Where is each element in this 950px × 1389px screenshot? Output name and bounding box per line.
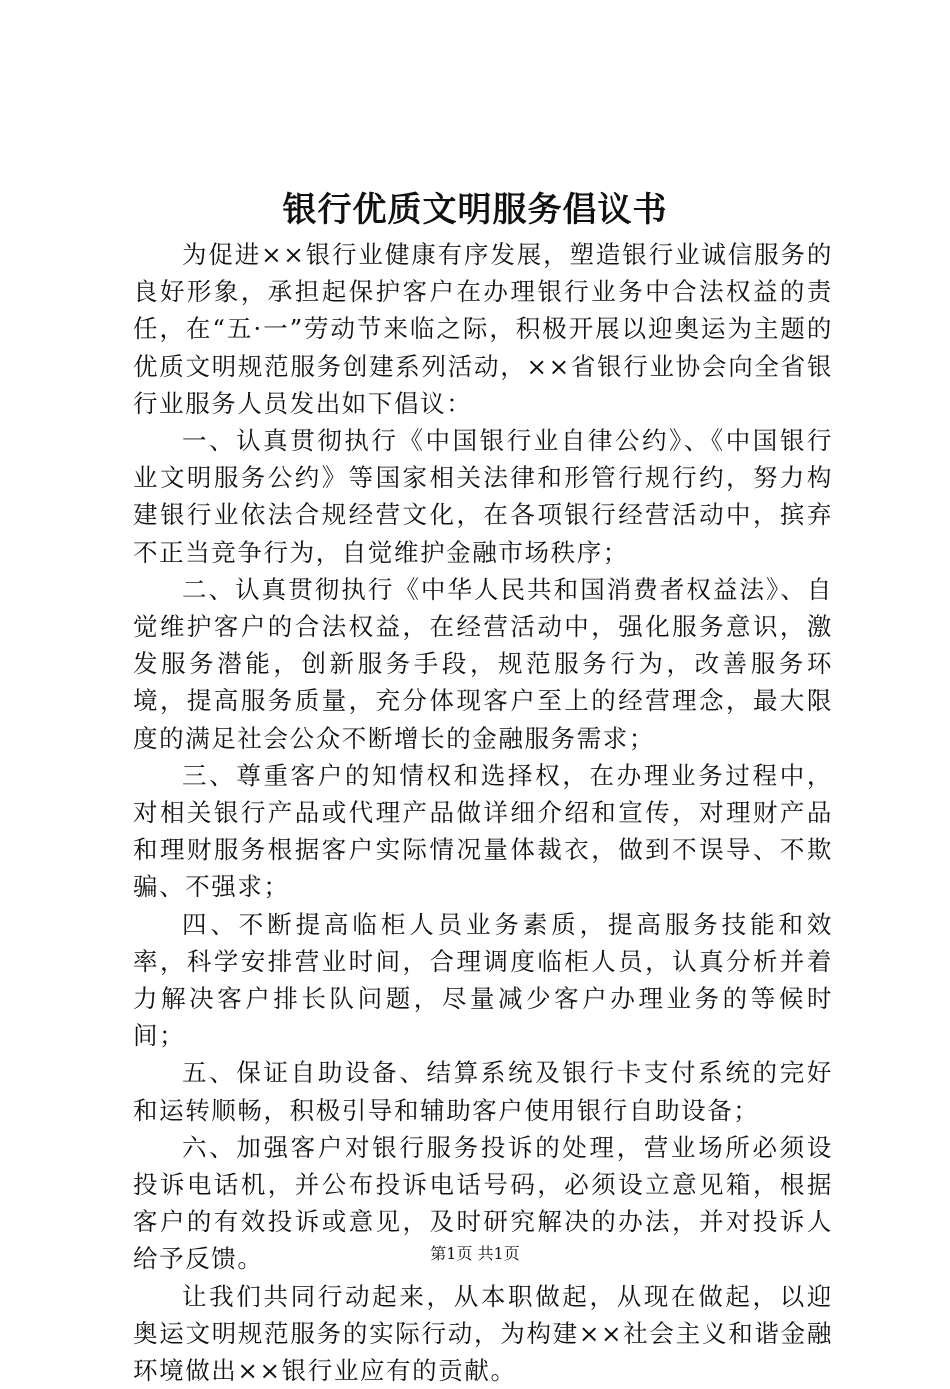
page-footer: 第1页 共1页 <box>430 1244 520 1263</box>
paragraph-item-2: 二、认真贯彻执行《中华人民共和国消费者权益法》、自觉维护客户的合法权益，在经营活动中，强化服务意识，激发服务潜能，创新服务手段，规范服务行为，改善服务环境，提高服务质量，充分体现客户至上的经营理念，最大限度的满足社会公众不断增长的金融服务需求； <box>133 574 833 753</box>
document-body <box>133 236 833 1389</box>
paragraph-item-3: 三、尊重客户的知情权和选择权，在办理业务过程中，对相关银行产品或代理产品做详细介绍和宣传，对理财产品和理财服务根据客户实际情况量体裁衣，做到不误导、不欺骗、不强求； <box>133 760 833 902</box>
paragraph-item-6: 六、加强客户对银行服务投诉的处理，营业场所必须设投诉电话机，并公布投诉电话号码，必须设立意见箱，根据客户的有效投诉或意见，及时研究解决的办法，并对投诉人给予反馈。 <box>133 1132 833 1274</box>
paragraph-item-5: 五、保证自助设备、结算系统及银行卡支付系统的完好和运转顺畅，积极引导和辅助客户使用银行自助设备； <box>133 1058 833 1125</box>
paragraph-intro: 为促进××银行业健康有序发展，塑造银行业诚信服务的良好形象，承担起保护客户在办理银行业务中合法权益的责任，在“五·一”劳动节来临之际，积极开展以迎奥运为主题的优质文明规范服务创建系列活动，××省银行业协会向全省银行业服务人员发出如下倡议： <box>133 240 833 418</box>
document-title: 银行优质文明服务倡议书 <box>282 190 668 230</box>
paragraph-item-1: 一、认真贯彻执行《中国银行业自律公约》、《中国银行业文明服务公约》等国家相关法律和形管行规行约，努力构建银行业依法合规经营文化，在各项银行经营活动中，摈弃不正当竞争行为，自觉维护金融市场秩序； <box>133 426 833 567</box>
paragraph-closing: 让我们共同行动起来，从本职做起，从现在做起，以迎奥运文明规范服务的实际行动，为构建××社会主义和谐金融环境做出××银行业应有的贡献。 <box>133 1281 833 1386</box>
paragraph-item-4: 四、不断提高临柜人员业务素质，提高服务技能和效率，科学安排营业时间，合理调度临柜人员，认真分析并着力解决客户排长队问题，尽量减少客户办理业务的等候时间； <box>133 909 833 1051</box>
